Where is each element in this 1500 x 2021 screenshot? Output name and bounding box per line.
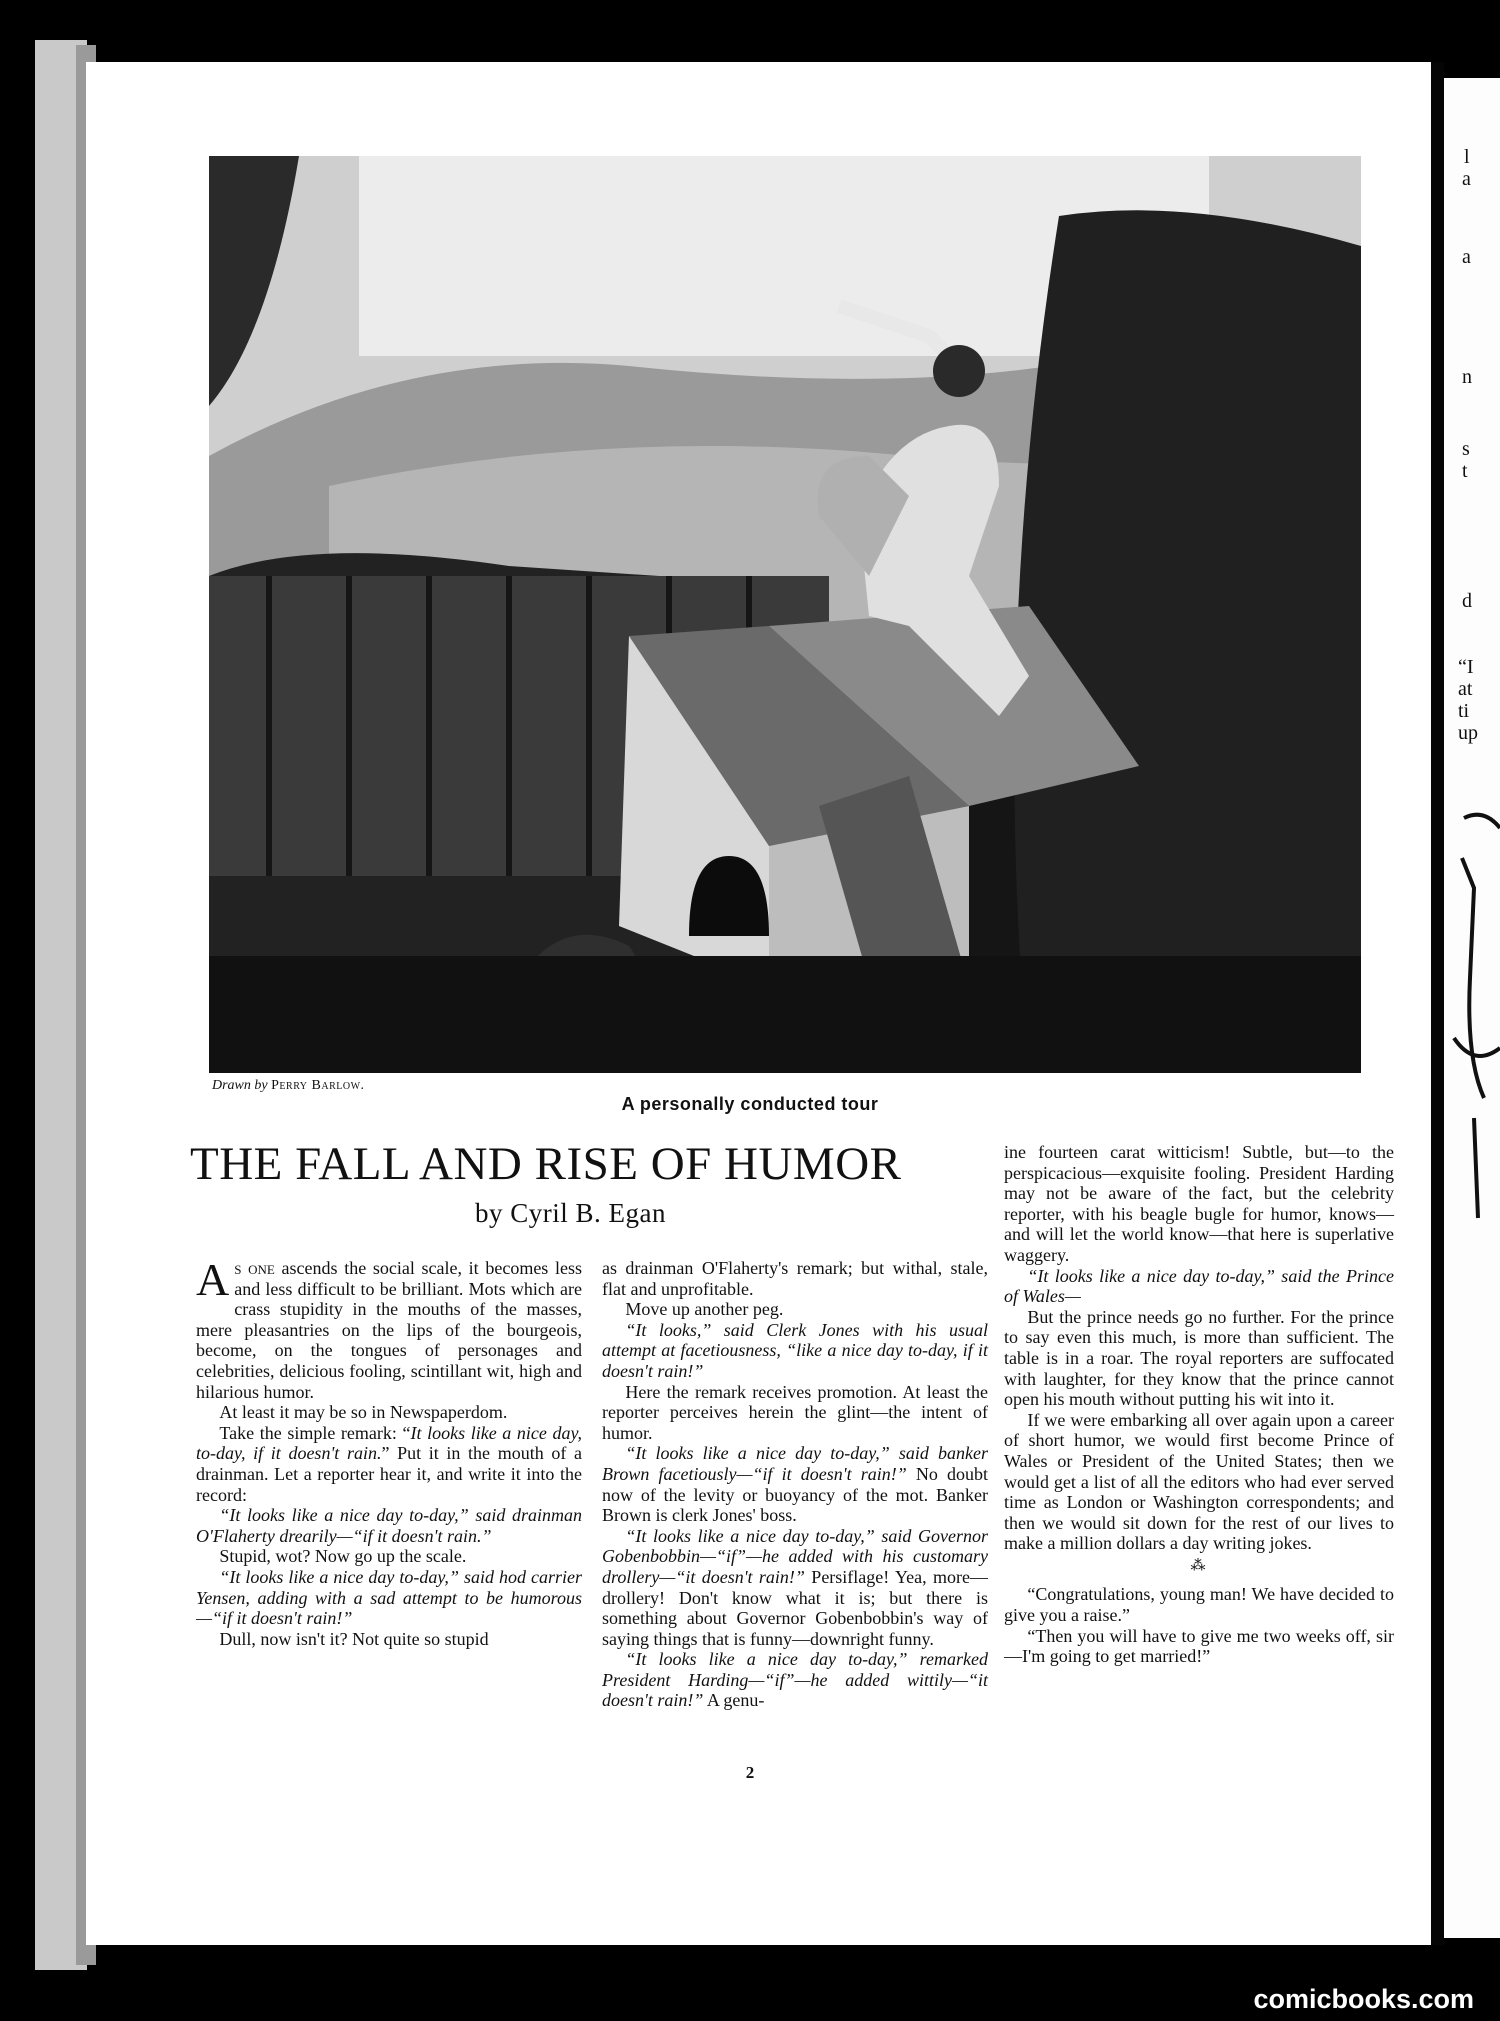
paragraph: ine fourteen carat witticism! Subtle, but—to the perspicacious—exquisite fooling. President Harding may not be aware of the fact, but the celebrity reporter, with his beagle bugle for humor, knows—and will let the world know—that here is superlative waggery. <box>1004 1142 1394 1265</box>
paragraph: At least it may be so in Newspaperdom. <box>219 1402 508 1423</box>
article-column-1 <box>196 1254 582 1649</box>
adjacent-page-fragment: a <box>1462 168 1471 190</box>
article-illustration <box>209 156 1361 1073</box>
adjacent-page-fragment: d <box>1462 590 1472 612</box>
paragraph: Dull, now isn't it? Not quite so stupid <box>219 1628 489 1649</box>
paragraph: Stupid, wot? Now go up the scale. <box>219 1546 467 1567</box>
adjacent-page-drawing <box>1444 798 1500 1298</box>
paragraph <box>196 1254 582 1402</box>
paragraph <box>602 1443 988 1525</box>
adjacent-page-fragment: t <box>1462 460 1468 482</box>
paragraph-text: Take the simple remark: “ <box>219 1422 411 1443</box>
quoted-text: “It looks like a nice day to-day,” said Governor Gobenbobbin—“if”—he added with his customary drollery—“it doesn't rain!” <box>602 1525 988 1587</box>
paragraph <box>196 1567 582 1629</box>
paragraph-lead-in: s one <box>234 1258 275 1278</box>
paragraph: If we were embarking all over again upon a career of short humor, we would first become Prince of Wales or President of the United States; then we would get a list of all the editors who had ever served time as London or Washington correspondents; and then we would sit down for the rest of our lives to make a million dollars a day writing jokes. <box>1004 1409 1394 1554</box>
charcoal-drawing <box>209 156 1361 1073</box>
adjacent-page-fragment: a <box>1462 246 1471 268</box>
drop-cap: A <box>196 1254 230 1305</box>
page-gutter <box>1431 62 1444 1945</box>
article-byline: by Cyril B. Egan <box>475 1198 666 1228</box>
paragraph <box>602 1649 988 1711</box>
credit-artist: Perry Barlow. <box>271 1078 365 1093</box>
adjacent-page-fragment: at <box>1458 678 1473 700</box>
paragraph-text: No doubt now of the levity or buoyancy of the mot. Banker Brown is clerk Jones' boss. <box>602 1463 988 1526</box>
site-watermark: comicbooks.com <box>1253 1984 1474 2014</box>
paragraph-text: ascends the social scale, it becomes less and less difficult to be brilliant. Mots which are crass stupidity in the mouths of the masses, mere pleasantries on the lips of the bourgeois, become, on the tongues of personages and celebrities, delicious fooling, scintillant wit, high and hilarious humor. <box>196 1258 582 1402</box>
adjacent-page-fragment: “I <box>1458 656 1474 678</box>
quoted-text: ” said hod carrier Yensen, adding with a sad attempt to be humorous—“if it doesn't rain!” <box>196 1566 582 1629</box>
article-column-3 <box>1004 1142 1394 1667</box>
article-title: THE FALL AND RISE OF HUMOR <box>190 1138 902 1190</box>
paragraph: “Then you will have to give me two weeks off, sir—I'm going to get married!” <box>1004 1625 1394 1667</box>
paragraph: “It looks,” said Clerk Jones with his usual attempt at facetiousness, “like a nice day to-day, if it doesn't rain!” <box>602 1319 988 1381</box>
illustration-credit <box>212 1078 365 1094</box>
paragraph-text: Persiflage! Yea, more—drollery! Don't know what it is; but there is something about Governor Gobenbobbin's way of saying things that is funny—downright funny. <box>602 1566 988 1649</box>
adjacent-page-fragment: l <box>1464 146 1470 168</box>
credit-prefix: Drawn by <box>212 1078 268 1093</box>
adjacent-page-edge <box>1444 78 1500 1938</box>
quoted-text: “It looks like a nice day to-day, <box>219 1566 449 1587</box>
paragraph: “Congratulations, young man! We have decided to give you a raise.” <box>1004 1584 1394 1626</box>
adjacent-page-fragment: up <box>1458 722 1478 744</box>
adjacent-page-fragment: n <box>1462 366 1472 388</box>
quoted-text: It looks like a nice day, to-day, if it doesn't rain. <box>196 1422 582 1464</box>
paragraph: Move up another peg. <box>625 1299 784 1320</box>
paragraph <box>196 1505 582 1546</box>
quoted-text: ” said drainman O'Flaherty drearily—“if it doesn't rain.” <box>196 1505 582 1546</box>
quoted-text: “It looks like a nice day to-day,” remarked President Harding—“if”—he added wittily—“it doesn't rain!” <box>602 1649 988 1711</box>
quoted-text: “It looks like a nice day to-day, <box>219 1505 459 1526</box>
adjacent-page-fragment: ti <box>1458 700 1470 722</box>
paragraph: as drainman O'Flaherty's remark; but withal, stale, flat and unprofitable. <box>602 1258 988 1299</box>
adjacent-page-fragment: s <box>1462 438 1470 460</box>
paragraph: Here the remark receives promotion. At least the reporter perceives herein the glint—the intent of humor. <box>602 1381 988 1443</box>
paragraph-text: ” Put it in the mouth of a drainman. Let a reporter hear it, and write it into the record: <box>196 1443 582 1505</box>
paragraph: But the prince needs go no further. For the prince to say even this much, is more than sufficient. The table is in a roar. The royal reporters are suffocated with laughter, for they know that the prince cannot open his mouth without putting his wit into it. <box>1004 1306 1394 1410</box>
paragraph <box>602 1526 988 1650</box>
paragraph-text: A genu- <box>703 1690 765 1711</box>
quoted-text: “It looks like a nice day to-day,” said banker Brown facetiously—“if it doesn't rain!” <box>602 1443 988 1484</box>
article-column-2 <box>602 1258 988 1711</box>
illustration-caption: A personally conducted tour <box>621 1094 879 1114</box>
paragraph <box>196 1423 582 1505</box>
paragraph: “It looks like a nice day to-day,” said the Prince of Wales— <box>1004 1265 1394 1307</box>
section-divider-stars: ⁂ <box>1190 1557 1208 1574</box>
page-number: 2 <box>745 1763 755 1782</box>
